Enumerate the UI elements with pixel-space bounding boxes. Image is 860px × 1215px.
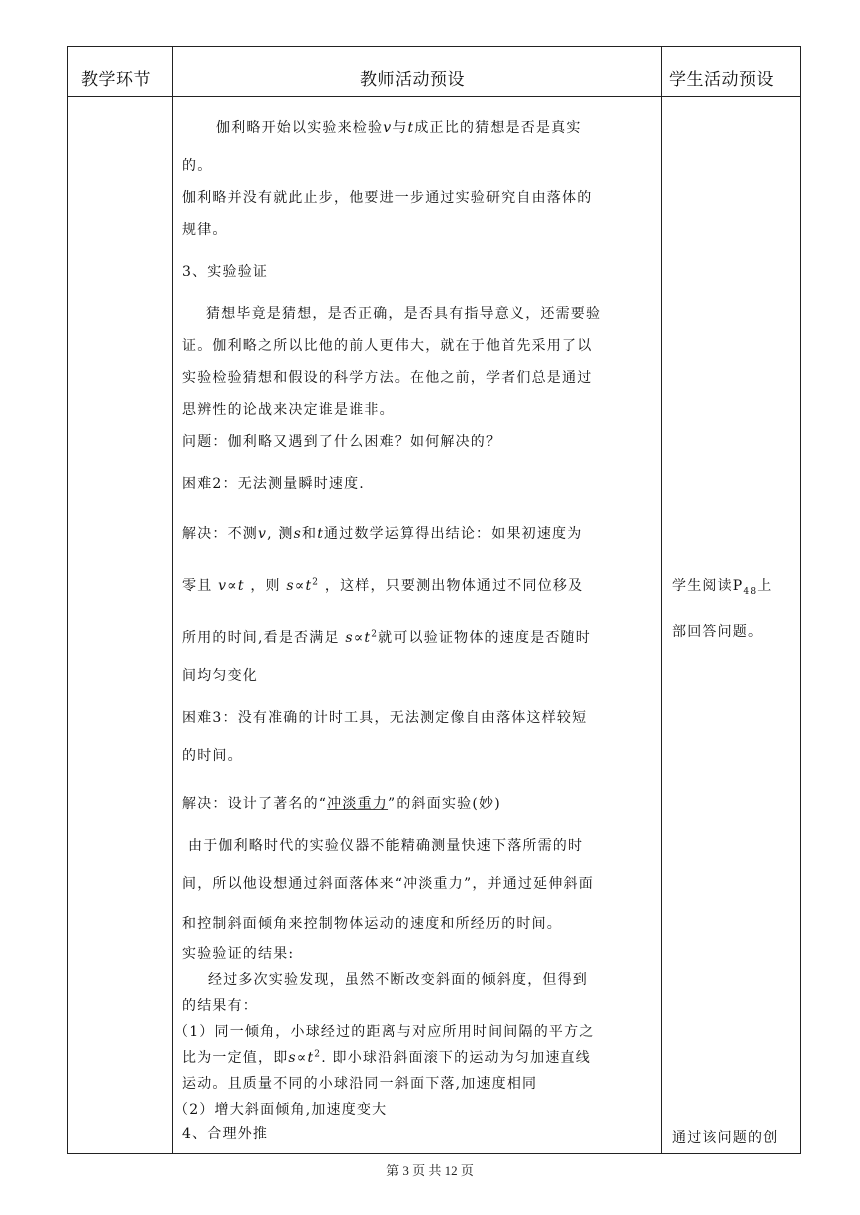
question-line: 问题：伽利略又遇到了什么困难？如何解决的？ bbox=[182, 434, 502, 450]
page-footer: 第 3 页 共 12 页 bbox=[386, 1163, 474, 1178]
text-line: 比为一定值，即$s\propto t^2$. 即小球沿斜面滚下的运动为匀加速直线 bbox=[182, 1049, 591, 1066]
text-line: 伽利略开始以实验来检验v与t成正比的猜想是否是真实 bbox=[216, 120, 582, 136]
text-line: 经过多次实验发现，虽然不断改变斜面的倾斜度，但得到 bbox=[208, 972, 588, 988]
student-note: 部回答问题。 bbox=[672, 624, 764, 640]
difficulty-line: 困难2：无法测量瞬时速度. bbox=[182, 476, 365, 492]
header-teaching-stage: 教学环节 bbox=[81, 70, 151, 90]
text-line: 实验检验猜想和假设的科学方法。在他之前，学者们总是通过 bbox=[182, 370, 593, 386]
text-line: 的结果有： bbox=[182, 998, 258, 1014]
solution-line: 解决：设计了著名的“冲淡重力”的斜面实验(妙) bbox=[182, 796, 501, 812]
lesson-plan-table bbox=[67, 46, 801, 1154]
section-heading: 4、合理外推 bbox=[182, 1126, 269, 1142]
text-line: 实验验证的结果: bbox=[182, 946, 295, 962]
text-line: 规律。 bbox=[182, 222, 228, 238]
header-student-activity: 学生活动预设 bbox=[669, 70, 774, 90]
section-heading: 3、实验验证 bbox=[182, 264, 269, 280]
formula: s∝t bbox=[286, 578, 313, 594]
header-divider bbox=[68, 96, 800, 97]
text-line: 由于伽利略时代的实验仪器不能精确测量快速下落所需的时 bbox=[188, 838, 584, 854]
text-line: 间均匀变化 bbox=[182, 668, 258, 684]
text-line: 的。 bbox=[182, 158, 213, 174]
solution-line: 所用的时间,看是否满足 $s\propto t^2$就可以验证物体的速度是否随时 bbox=[182, 629, 591, 646]
text-line: 猜想毕竟是猜想，是否正确，是否具有指导意义，还需要验 bbox=[206, 306, 602, 322]
student-note: 通过该问题的创 bbox=[672, 1130, 779, 1146]
column-divider bbox=[172, 47, 173, 1153]
text-line: 思辨性的论战来决定谁是谁非。 bbox=[182, 402, 395, 418]
formula: v∝t bbox=[218, 578, 245, 594]
solution-line: 零且 v∝t ，则 $s\propto t^2$ ，这样，只要测出物体通过不同位移及 bbox=[182, 577, 584, 594]
text-line: （2）增大斜面倾角,加速度变大 bbox=[174, 1102, 388, 1118]
student-note: 学生阅读$P_{48}$上 bbox=[672, 578, 773, 597]
text-line: 间，所以他设想通过斜面落体来“冲淡重力”，并通过延伸斜面 bbox=[182, 876, 594, 892]
header-teacher-activity: 教师活动预设 bbox=[360, 70, 465, 90]
difficulty-line: 困难3：没有准确的计时工具，无法测定像自由落体这样较短 bbox=[182, 710, 588, 726]
text-line: 证。伽利略之所以比他的前人更伟大，就在于他首先采用了以 bbox=[182, 338, 593, 354]
text-line: （1）同一倾角，小球经过的距离与对应所用时间间隔的平方之 bbox=[174, 1024, 595, 1040]
text-line: 运动。且质量不同的小球沿同一斜面下落,加速度相同 bbox=[182, 1076, 538, 1092]
formula: s∝t bbox=[288, 1050, 315, 1066]
text-line: 的时间。 bbox=[182, 748, 243, 764]
solution-line: 解决：不测v, 测s和t通过数学运算得出结论：如果初速度为 bbox=[182, 526, 583, 542]
text-line: 和控制斜面倾角来控制物体运动的速度和所经历的时间。 bbox=[182, 916, 562, 932]
text-line: 伽利略并没有就此止步，他要进一步通过实验研究自由落体的 bbox=[182, 190, 593, 206]
column-divider bbox=[661, 47, 662, 1153]
formula: s∝t bbox=[345, 630, 372, 646]
